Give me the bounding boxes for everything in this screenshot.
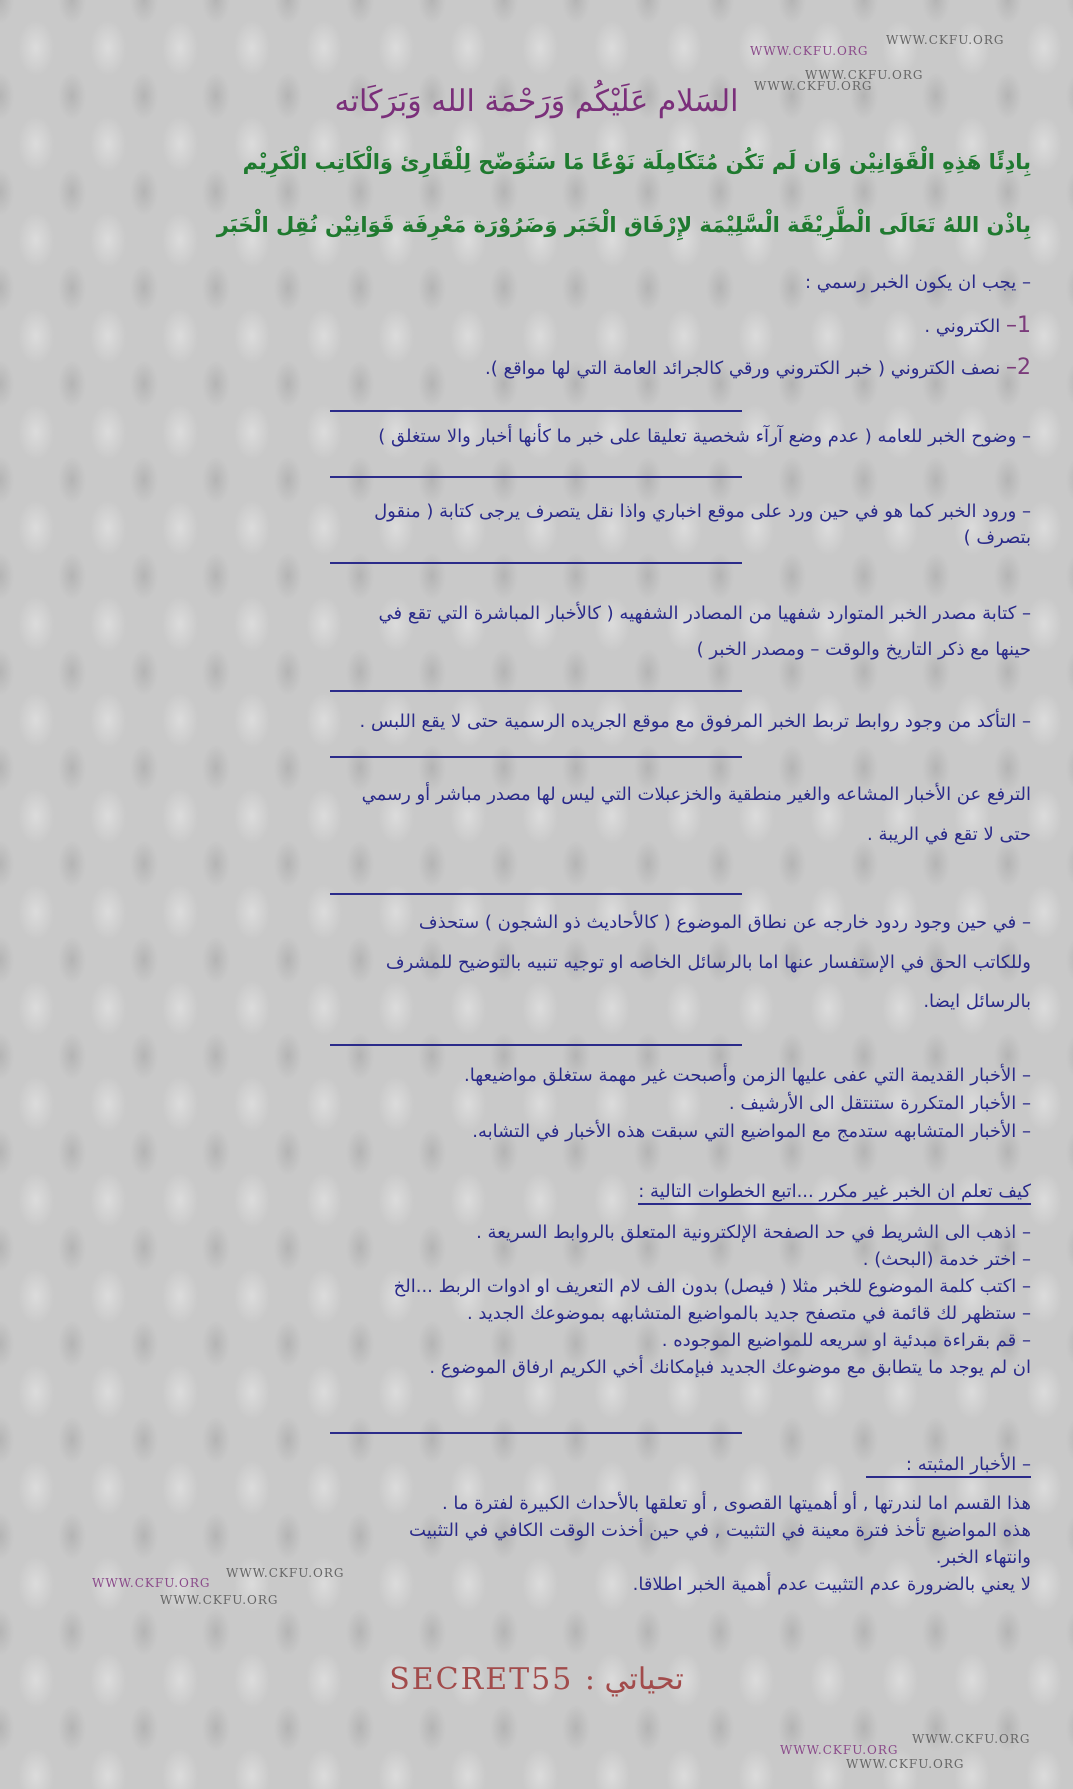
separator-line [330,1432,742,1434]
signature [0,1662,1073,1697]
rule-line: – الأخبار المتشابهه ستدمج مع المواضيع التي سبقت هذه الأخبار في التشابه. [472,1120,1031,1142]
howto-steps [31,1219,1031,1381]
step-line: – قم بقراءة مبدئية او سريعه للمواضيع الموجوده . [661,1330,1031,1351]
rule-line: الترفع عن الأخبار المشاعه والغير منطقية والخزعبلات التي ليس لها مصدر مباشر أو رسمي [361,784,1031,805]
signature-name: SECRET55 [389,1662,574,1697]
step-line: ان لم يوجد ما يتطابق مع موضوعك الجديد فبإمكانك أخي الكريم ارفاق الموضوع . [429,1357,1031,1378]
watermark: WWW.CKFU.ORG [160,1593,279,1607]
official-item [31,352,1031,384]
watermark: WWW.CKFU.ORG [226,1566,345,1580]
signature-label: تحياتي : [584,1662,684,1697]
as-is-rule [31,499,1031,551]
watermark: WWW.CKFU.ORG [846,1757,965,1771]
official-item [31,310,1031,342]
item-number: 2– [1006,355,1031,380]
step-line: – ستظهر لك قائمة في متصفح جديد بالمواضيع المتشابهه بموضوعك الجديد . [466,1303,1031,1324]
step-line: – اختر خدمة (البحث) . [862,1249,1031,1270]
watermark: WWW.CKFU.ORG [780,1743,899,1757]
rule-line: – الأخبار القديمة التي عفى عليها الزمن وأصبحت غير مهمة ستغلق مواضيعها. [464,1065,1031,1086]
archive-rules [31,1062,1031,1146]
rule-line: – كتابة مصدر الخبر المتوارد شفهيا من المصادر الشفهيه ( كالأخبار المباشرة التي تقع في [378,603,1031,624]
text-line: هذه المواضيع تأخذ فترة معينة في التثبيت , في حين أخذت الوقت الكافي في التثبيت [409,1520,1031,1541]
text-line: وانتهاء الخبر. [935,1547,1031,1568]
separator-line [330,690,742,692]
watermark: WWW.CKFU.ORG [912,1732,1031,1746]
separator-line [330,893,742,895]
watermark: WWW.CKFU.ORG [92,1576,211,1590]
rule-line: – الأخبار المتكررة ستنتقل الى الأرشيف . [728,1092,1031,1114]
item-number: 1– [1006,313,1031,338]
rule-line: – ورود الخبر كما هو في حين ورد على موقع اخباري واذا نقل يتصرف يرجى كتابة ( منقول [374,501,1031,522]
step-line: – اذهب الى الشريط في حد الصفحة الإلكترونية المتعلق بالروابط السريعة . [476,1222,1031,1243]
separator-line [330,410,742,412]
watermark: WWW.CKFU.ORG [750,44,869,58]
intro-line: بِادِئًا هَذِهِ الْقَوَانِيْن وَان لَم تَكُن مُتَكَامِلَة نَوْعًا مَا سَتُوَضّح لِلْقَارِئ وَالْكَاتِب الْكَرِيْم [242,150,1031,174]
links-rule: – التأكد من وجود روابط تربط الخبر المرفوق مع موقع الجريده الرسمية حتى لا يقع اللبس . [359,711,1031,732]
separator-line [330,1044,742,1046]
rule-line: بتصرف ) [963,527,1031,549]
watermark: WWW.CKFU.ORG [754,79,873,93]
clarity-rule: – وضوح الخبر للعامه ( عدم وضع آرآء شخصية تعليقا على خبر ما كأنها أخبار والا ستغلق ) [378,426,1031,447]
intro-line: بِاذْن اللهُ تَعَالَى الْطَّرِيْقَة الْسَّلِيْمَة لإِرْفَاق الْخَبَر وَضَرُوْرَة مَعْرِفَة قَوَانِيْن نُقِل الْخَبَر [216,213,1031,237]
official-heading: – يجب ان يكون الخبر رسمي : [804,272,1031,293]
rule-line: وللكاتب الحق في الإستفسار عنها اما بالرسائل الخاصه او توجيه تنبيه بالتوضيح للمشرف [385,951,1031,973]
separator-line [330,756,742,758]
rumors-rule [31,775,1031,854]
rule-line: بالرسائل ايضا. [923,991,1031,1013]
pinned-text [31,1490,1031,1598]
text-line: هذا القسم اما لندرتها , أو أهميتها القصوى , أو تعلقها بالأحداث الكبيرة لفترة ما . [441,1493,1031,1514]
offtopic-rule [31,903,1031,1022]
step-line: – اكتب كلمة الموضوع للخبر مثلا ( فيصل) بدون الف لام التعريف او ادوات الربط ...الخ [393,1276,1031,1297]
rule-line: – في حين وجود ردود خارجه عن نطاق الموضوع ( كالأحاديث ذو الشجون ) ستحذف [418,912,1031,933]
watermark: WWW.CKFU.ORG [805,68,924,82]
separator-line [330,562,742,564]
howto-heading: كيف تعلم ان الخبر غير مكرر ...اتبع الخطوات التالية : [638,1180,1031,1205]
rule-line: حينها مع ذكر التاريخ والوقت – ومصدر الخبر ) [696,639,1031,660]
text-line: لا يعني بالضرورة عدم التثبيت عدم أهمية الخبر اطلاقا. [632,1574,1031,1595]
separator-line [330,476,742,478]
source-rule [31,596,1031,668]
page-title: السَلام عَلَيْكُم وَرَحْمَة الله وَبَرَكَاته [334,84,739,119]
pinned-heading: – الأخبار المثبته : [866,1453,1031,1478]
rule-line: حتى لا تقع في الريبة . [867,823,1031,845]
item-text: نصف الكتروني ( خبر الكتروني ورقي كالجرائد العامة التي لها مواقع ). [485,358,1001,379]
watermark: WWW.CKFU.ORG [886,33,1005,47]
item-text: الكتروني . [924,316,1001,337]
